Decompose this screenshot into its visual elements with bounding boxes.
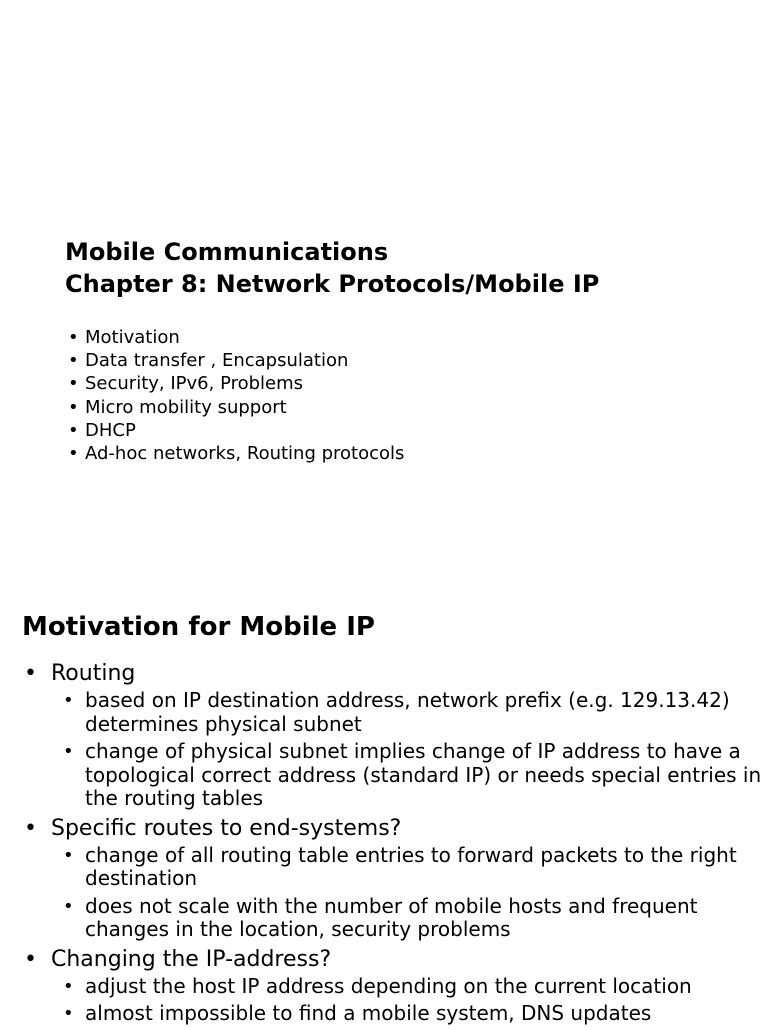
topic-text: Data transfer , Encapsulation xyxy=(85,350,349,372)
bullet-icon: • xyxy=(68,396,79,418)
topic-text: DHCP xyxy=(85,419,136,441)
bullet-icon: • xyxy=(63,895,74,917)
bullet-text: Routing xyxy=(51,661,136,686)
chapter-topics-list xyxy=(65,326,755,465)
topic-text: Security, IPv6, Problems xyxy=(85,373,304,395)
motivation-list xyxy=(22,660,762,1026)
bullet-icon: • xyxy=(24,661,37,686)
bullet-icon: • xyxy=(68,419,79,441)
sub-bullet-text: does not scale with the number of mobile hosts and frequent changes in the location, security problems xyxy=(85,893,698,941)
bullet-icon: • xyxy=(68,373,79,395)
bullet-item xyxy=(22,946,762,1026)
sub-bullet-text: change of all routing table entries to forward packets to the right destination xyxy=(85,842,737,890)
topic-item xyxy=(65,372,755,395)
sub-bullet-list xyxy=(51,689,762,811)
sub-bullet-text: almost impossible to find a mobile system, DNS updates xyxy=(85,1001,652,1025)
bullet-text: Changing the IP-address? xyxy=(51,946,332,972)
bullet-icon: • xyxy=(24,946,37,972)
bullet-item xyxy=(22,815,762,942)
chapter-subtitle: Chapter 8: Network Protocols/Mobile IP xyxy=(65,270,600,298)
sub-bullet-item xyxy=(51,975,762,999)
sub-bullet-item xyxy=(51,740,762,811)
bullet-icon: • xyxy=(68,350,79,372)
bullet-icon: • xyxy=(68,327,79,348)
section-title: Motivation for Mobile IP xyxy=(22,612,375,642)
bullet-item xyxy=(22,660,762,811)
topic-item xyxy=(65,326,755,349)
sub-bullet-text: based on IP destination address, network prefix (e.g. 129.13.42) determines physical subnet xyxy=(85,688,730,736)
bullet-icon: • xyxy=(63,975,74,997)
bullet-text: Specific routes to end-systems? xyxy=(51,815,402,841)
topic-item xyxy=(65,419,755,442)
bullet-icon: • xyxy=(24,815,37,841)
bullet-icon: • xyxy=(63,844,74,866)
sub-bullet-list xyxy=(51,844,762,942)
sub-bullet-item xyxy=(51,689,762,736)
sub-bullet-text: adjust the host IP address depending on the current location xyxy=(85,973,692,998)
topic-text: Motivation xyxy=(85,327,180,348)
bullet-icon: • xyxy=(63,1003,74,1024)
slide-title-section xyxy=(65,236,755,465)
sub-bullet-list xyxy=(51,975,762,1026)
topic-item xyxy=(65,442,755,465)
sub-bullet-text: change of physical subnet implies change of IP address to have a topological correct address (standard IP) or needs special entries in the routing tables xyxy=(85,739,762,810)
document-title: Mobile Communications xyxy=(65,238,389,266)
topic-text: Micro mobility support xyxy=(85,396,287,418)
sub-bullet-item xyxy=(51,895,762,942)
topic-item xyxy=(65,349,755,372)
slide-motivation-section xyxy=(22,610,762,1030)
bullet-icon: • xyxy=(68,443,79,465)
sub-bullet-item xyxy=(51,1002,762,1026)
topic-item xyxy=(65,396,755,419)
sub-bullet-item xyxy=(51,844,762,891)
bullet-icon: • xyxy=(63,741,74,762)
topic-text: Ad-hoc networks, Routing protocols xyxy=(85,443,405,465)
bullet-icon: • xyxy=(63,690,74,711)
